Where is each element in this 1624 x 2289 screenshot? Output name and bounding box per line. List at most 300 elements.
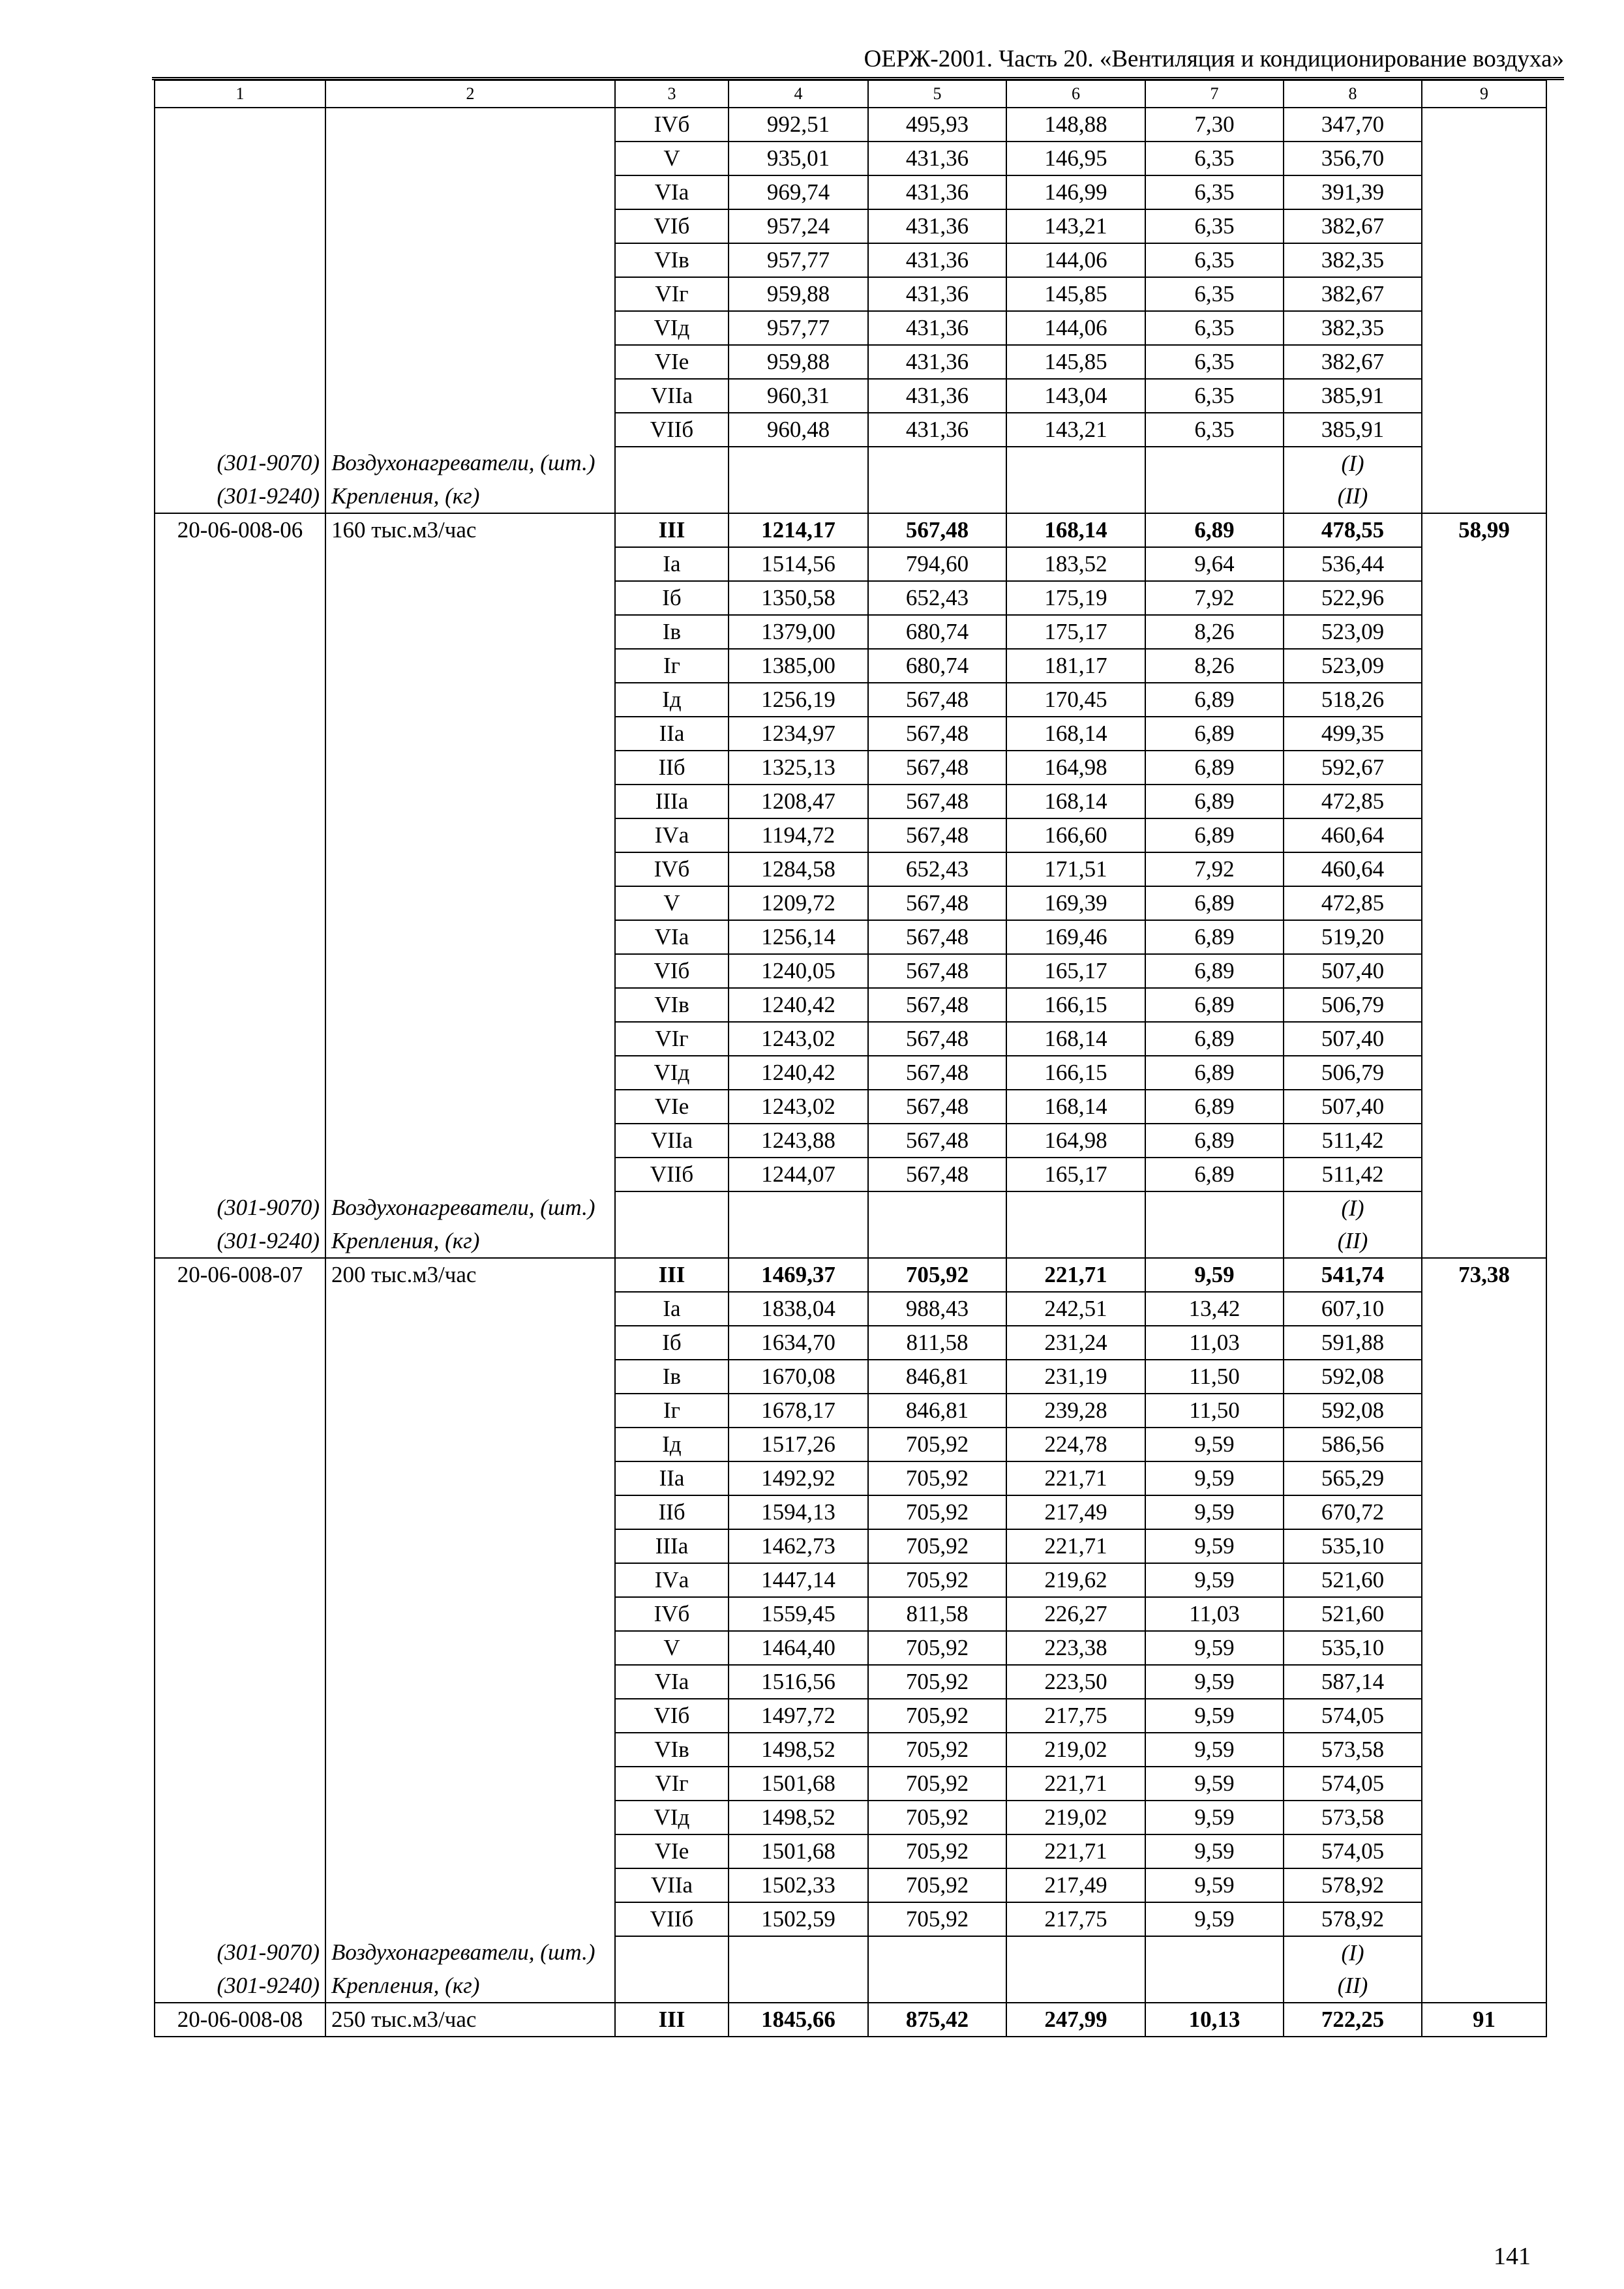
machine-cost: 146,99 xyxy=(1006,175,1145,209)
total-cost: 1498,52 xyxy=(729,1801,868,1834)
table-row xyxy=(155,1124,1546,1158)
material-cost: 382,67 xyxy=(1284,277,1422,311)
mass-cell-empty xyxy=(1422,209,1546,243)
code-cell-empty xyxy=(155,277,325,311)
driver-wages: 6,35 xyxy=(1145,379,1284,413)
material-cost: 578,92 xyxy=(1284,1868,1422,1902)
fasteners-code: (301-9240) xyxy=(155,1225,325,1258)
empty-cell xyxy=(1145,1225,1284,1258)
mass-cell-empty xyxy=(1422,277,1546,311)
material-cost: 574,05 xyxy=(1284,1767,1422,1801)
page-header xyxy=(152,39,1564,80)
coefficient-group: IVб xyxy=(615,1597,729,1631)
total-cost: 1670,08 xyxy=(729,1360,868,1394)
machine-cost: 168,14 xyxy=(1006,1090,1145,1124)
material-cost: 385,91 xyxy=(1284,413,1422,447)
driver-wages: 6,89 xyxy=(1145,683,1284,717)
name-cell-empty xyxy=(325,683,615,717)
labor-cost: 705,92 xyxy=(868,1767,1006,1801)
empty-cell xyxy=(1145,447,1284,480)
labor-cost: 705,92 xyxy=(868,1868,1006,1902)
coefficient-group: Iб xyxy=(615,581,729,615)
table-row xyxy=(155,175,1546,209)
total-cost: 969,74 xyxy=(729,175,868,209)
code-cell-empty xyxy=(155,1767,325,1801)
driver-wages: 6,35 xyxy=(1145,142,1284,175)
mass-cell-empty xyxy=(1422,243,1546,277)
column-number: 7 xyxy=(1145,80,1284,108)
machine-cost: 223,38 xyxy=(1006,1631,1145,1665)
code-cell-empty xyxy=(155,649,325,683)
coefficient-group: VIд xyxy=(615,1056,729,1090)
material-cost: 382,35 xyxy=(1284,311,1422,345)
table-row xyxy=(155,886,1546,920)
driver-wages: 6,35 xyxy=(1145,345,1284,379)
name-cell-empty xyxy=(325,1022,615,1056)
labor-cost: 680,74 xyxy=(868,649,1006,683)
total-cost: 1284,58 xyxy=(729,852,868,886)
machine-cost: 224,78 xyxy=(1006,1428,1145,1461)
mass-cell-empty xyxy=(1422,1767,1546,1801)
coefficient-group: VIб xyxy=(615,954,729,988)
labor-cost: 811,58 xyxy=(868,1326,1006,1360)
machine-cost: 247,99 xyxy=(1006,2003,1145,2037)
labor-cost: 811,58 xyxy=(868,1597,1006,1631)
table-row xyxy=(155,413,1546,447)
machine-cost: 166,60 xyxy=(1006,818,1145,852)
name-cell-empty xyxy=(325,1801,615,1834)
code-cell-empty xyxy=(155,1360,325,1394)
empty-cell xyxy=(868,1936,1006,1969)
driver-wages: 6,89 xyxy=(1145,1124,1284,1158)
coefficient-group: IIа xyxy=(615,717,729,751)
material-cost: 507,40 xyxy=(1284,954,1422,988)
column-number: 1 xyxy=(155,80,325,108)
material-cost: 356,70 xyxy=(1284,142,1422,175)
labor-cost: 705,92 xyxy=(868,1834,1006,1868)
labor-cost: 567,48 xyxy=(868,1056,1006,1090)
labor-cost: 431,36 xyxy=(868,142,1006,175)
machine-cost: 221,71 xyxy=(1006,1767,1145,1801)
empty-cell xyxy=(729,1969,868,2003)
norm-code: 20-06-008-08 xyxy=(155,2003,325,2037)
code-cell-empty xyxy=(155,1428,325,1461)
coefficient-group: V xyxy=(615,1631,729,1665)
code-cell-empty xyxy=(155,1631,325,1665)
mass-cell-empty xyxy=(1422,1563,1546,1597)
machine-cost: 226,27 xyxy=(1006,1597,1145,1631)
name-cell-empty xyxy=(325,818,615,852)
total-cost: 1214,17 xyxy=(729,513,868,547)
coefficient-group: VIа xyxy=(615,920,729,954)
material-cost: 478,55 xyxy=(1284,513,1422,547)
total-cost: 957,77 xyxy=(729,311,868,345)
mass-cell-empty xyxy=(1422,1022,1546,1056)
driver-wages: 8,26 xyxy=(1145,649,1284,683)
table-row xyxy=(155,1090,1546,1124)
fasteners-value: (II) xyxy=(1284,1225,1422,1258)
labor-cost: 705,92 xyxy=(868,1461,1006,1495)
labor-cost: 652,43 xyxy=(868,852,1006,886)
total-cost: 957,24 xyxy=(729,209,868,243)
mass-cell-empty xyxy=(1422,615,1546,649)
empty-cell xyxy=(615,447,729,480)
mass-cell-empty xyxy=(1422,1733,1546,1767)
total-cost: 1447,14 xyxy=(729,1563,868,1597)
labor-cost: 846,81 xyxy=(868,1394,1006,1428)
material-cost: 391,39 xyxy=(1284,175,1422,209)
mass-cell-empty xyxy=(1422,1158,1546,1191)
total-cost: 1209,72 xyxy=(729,886,868,920)
machine-cost: 221,71 xyxy=(1006,1529,1145,1563)
coefficient-group: V xyxy=(615,886,729,920)
code-cell-empty xyxy=(155,683,325,717)
total-cost: 1497,72 xyxy=(729,1699,868,1733)
driver-wages: 9,59 xyxy=(1145,1461,1284,1495)
table-row xyxy=(155,1428,1546,1461)
code-cell-empty xyxy=(155,345,325,379)
machine-cost: 183,52 xyxy=(1006,547,1145,581)
table-row xyxy=(155,1868,1546,1902)
mass-cell-empty xyxy=(1422,852,1546,886)
code-cell-empty xyxy=(155,1461,325,1495)
driver-wages: 9,59 xyxy=(1145,1665,1284,1699)
material-cost: 499,35 xyxy=(1284,717,1422,751)
coefficient-group: VIа xyxy=(615,175,729,209)
empty-cell xyxy=(1006,1969,1145,2003)
labor-cost: 680,74 xyxy=(868,615,1006,649)
driver-wages: 9,59 xyxy=(1145,1868,1284,1902)
name-cell-empty xyxy=(325,1124,615,1158)
coefficient-group: Iа xyxy=(615,1292,729,1326)
empty-cell xyxy=(615,1969,729,2003)
machine-cost: 168,14 xyxy=(1006,717,1145,751)
total-cost: 1256,19 xyxy=(729,683,868,717)
mass-cell-empty xyxy=(1422,108,1546,142)
material-cost: 573,58 xyxy=(1284,1801,1422,1834)
mass-cell-empty xyxy=(1422,886,1546,920)
labor-cost: 567,48 xyxy=(868,751,1006,785)
coefficient-group: III xyxy=(615,513,729,547)
driver-wages: 10,13 xyxy=(1145,2003,1284,2037)
coefficient-group: VIIб xyxy=(615,1158,729,1191)
name-cell-empty xyxy=(325,649,615,683)
name-cell-empty xyxy=(325,615,615,649)
labor-cost: 567,48 xyxy=(868,988,1006,1022)
mass-cell-empty xyxy=(1422,1495,1546,1529)
driver-wages: 7,92 xyxy=(1145,852,1284,886)
mass-cell-empty xyxy=(1422,345,1546,379)
coefficient-group: VIд xyxy=(615,311,729,345)
code-cell-empty xyxy=(155,1394,325,1428)
coefficient-group: VIа xyxy=(615,1665,729,1699)
coefficient-group: VIб xyxy=(615,1699,729,1733)
table-row xyxy=(155,615,1546,649)
code-cell-empty xyxy=(155,1326,325,1360)
material-cost: 521,60 xyxy=(1284,1563,1422,1597)
labor-cost: 567,48 xyxy=(868,717,1006,751)
machine-cost: 145,85 xyxy=(1006,277,1145,311)
table-row xyxy=(155,581,1546,615)
machine-cost: 148,88 xyxy=(1006,108,1145,142)
code-cell-empty xyxy=(155,920,325,954)
labor-cost: 567,48 xyxy=(868,513,1006,547)
mass-cell-empty xyxy=(1422,751,1546,785)
table-row xyxy=(155,1360,1546,1394)
labor-cost: 431,36 xyxy=(868,345,1006,379)
name-cell-empty xyxy=(325,1868,615,1902)
code-cell-empty xyxy=(155,175,325,209)
driver-wages: 9,59 xyxy=(1145,1529,1284,1563)
total-cost: 1240,42 xyxy=(729,988,868,1022)
coefficient-group: VIв xyxy=(615,988,729,1022)
labor-cost: 431,36 xyxy=(868,277,1006,311)
code-cell-empty xyxy=(155,886,325,920)
mass-cell-empty xyxy=(1422,1801,1546,1834)
name-cell-empty xyxy=(325,717,615,751)
labor-cost: 567,48 xyxy=(868,920,1006,954)
code-cell-empty xyxy=(155,1292,325,1326)
heaters-code: (301-9070) xyxy=(155,447,325,480)
coefficient-group: V xyxy=(615,142,729,175)
heaters-note-row xyxy=(155,447,1546,480)
empty-cell xyxy=(868,480,1006,513)
labor-cost: 431,36 xyxy=(868,209,1006,243)
machine-cost: 171,51 xyxy=(1006,852,1145,886)
material-cost: 382,35 xyxy=(1284,243,1422,277)
section-main-row xyxy=(155,2003,1546,2037)
machine-cost: 239,28 xyxy=(1006,1394,1145,1428)
section-main-row xyxy=(155,1258,1546,1292)
coefficient-group: III xyxy=(615,2003,729,2037)
name-cell-empty xyxy=(325,1699,615,1733)
coefficient-group: VIб xyxy=(615,209,729,243)
material-cost: 507,40 xyxy=(1284,1090,1422,1124)
coefficient-group: IVб xyxy=(615,108,729,142)
fasteners-note-row xyxy=(155,1969,1546,2003)
coefficient-group: IIб xyxy=(615,751,729,785)
coefficient-group: VIе xyxy=(615,345,729,379)
driver-wages: 6,35 xyxy=(1145,209,1284,243)
name-cell-empty xyxy=(325,1733,615,1767)
driver-wages: 11,03 xyxy=(1145,1597,1284,1631)
equipment-mass: 73,38 xyxy=(1422,1258,1546,1292)
mass-cell-empty xyxy=(1422,1394,1546,1428)
material-cost: 722,25 xyxy=(1284,2003,1422,2037)
heaters-value: (I) xyxy=(1284,1191,1422,1225)
fasteners-label: Крепления, (кг) xyxy=(325,1969,615,2003)
empty-cell xyxy=(729,1191,868,1225)
total-cost: 1498,52 xyxy=(729,1733,868,1767)
table-row xyxy=(155,1495,1546,1529)
machine-cost: 165,17 xyxy=(1006,1158,1145,1191)
mass-cell-empty xyxy=(1422,547,1546,581)
total-cost: 1379,00 xyxy=(729,615,868,649)
name-cell-empty xyxy=(325,1495,615,1529)
machine-cost: 175,19 xyxy=(1006,581,1145,615)
coefficient-group: Iд xyxy=(615,683,729,717)
driver-wages: 6,35 xyxy=(1145,277,1284,311)
coefficient-group: IVа xyxy=(615,818,729,852)
driver-wages: 6,89 xyxy=(1145,1056,1284,1090)
material-cost: 460,64 xyxy=(1284,852,1422,886)
coefficient-group: IIIа xyxy=(615,785,729,818)
table-row xyxy=(155,1631,1546,1665)
heaters-code: (301-9070) xyxy=(155,1191,325,1225)
material-cost: 382,67 xyxy=(1284,345,1422,379)
table-row xyxy=(155,243,1546,277)
code-cell-empty xyxy=(155,1529,325,1563)
material-cost: 578,92 xyxy=(1284,1902,1422,1936)
total-cost: 992,51 xyxy=(729,108,868,142)
driver-wages: 11,03 xyxy=(1145,1326,1284,1360)
code-cell-empty xyxy=(155,1733,325,1767)
total-cost: 935,01 xyxy=(729,142,868,175)
driver-wages: 6,89 xyxy=(1145,1022,1284,1056)
code-cell-empty xyxy=(155,1090,325,1124)
code-cell-empty xyxy=(155,547,325,581)
labor-cost: 705,92 xyxy=(868,1665,1006,1699)
material-cost: 586,56 xyxy=(1284,1428,1422,1461)
empty-cell xyxy=(729,447,868,480)
mass-cell-empty xyxy=(1422,1699,1546,1733)
total-cost: 960,31 xyxy=(729,379,868,413)
empty-cell xyxy=(615,1936,729,1969)
driver-wages: 6,35 xyxy=(1145,311,1284,345)
table-row xyxy=(155,1834,1546,1868)
total-cost: 1492,92 xyxy=(729,1461,868,1495)
labor-cost: 846,81 xyxy=(868,1360,1006,1394)
material-cost: 607,10 xyxy=(1284,1292,1422,1326)
name-cell-empty xyxy=(325,311,615,345)
coefficient-group: IIIа xyxy=(615,1529,729,1563)
fasteners-label: Крепления, (кг) xyxy=(325,1225,615,1258)
coefficient-group: VIд xyxy=(615,1801,729,1834)
empty-cell xyxy=(1006,1191,1145,1225)
empty-cell xyxy=(1145,1936,1284,1969)
code-cell-empty xyxy=(155,818,325,852)
labor-cost: 567,48 xyxy=(868,1090,1006,1124)
heaters-note-row xyxy=(155,1191,1546,1225)
material-cost: 523,09 xyxy=(1284,649,1422,683)
labor-cost: 431,36 xyxy=(868,175,1006,209)
total-cost: 1517,26 xyxy=(729,1428,868,1461)
material-cost: 347,70 xyxy=(1284,108,1422,142)
total-cost: 1240,05 xyxy=(729,954,868,988)
name-cell-empty xyxy=(325,379,615,413)
code-cell-empty xyxy=(155,1699,325,1733)
code-cell-empty xyxy=(155,243,325,277)
driver-wages: 11,50 xyxy=(1145,1394,1284,1428)
labor-cost: 705,92 xyxy=(868,1529,1006,1563)
column-number: 5 xyxy=(868,80,1006,108)
name-cell-empty xyxy=(325,413,615,447)
total-cost: 1194,72 xyxy=(729,818,868,852)
labor-cost: 705,92 xyxy=(868,1563,1006,1597)
table-row xyxy=(155,1292,1546,1326)
coefficient-group: VIв xyxy=(615,243,729,277)
coefficient-group: III xyxy=(615,1258,729,1292)
material-cost: 506,79 xyxy=(1284,1056,1422,1090)
labor-cost: 431,36 xyxy=(868,243,1006,277)
coefficient-group: VIе xyxy=(615,1834,729,1868)
mass-cell-empty xyxy=(1422,988,1546,1022)
machine-cost: 166,15 xyxy=(1006,1056,1145,1090)
table-row xyxy=(155,142,1546,175)
total-cost: 1845,66 xyxy=(729,2003,868,2037)
labor-cost: 705,92 xyxy=(868,1631,1006,1665)
table-row xyxy=(155,1665,1546,1699)
driver-wages: 6,35 xyxy=(1145,175,1284,209)
code-cell-empty xyxy=(155,1495,325,1529)
mass-cell-empty xyxy=(1422,1124,1546,1158)
code-cell-empty xyxy=(155,1597,325,1631)
mass-cell-empty xyxy=(1422,1665,1546,1699)
coefficient-group: IVа xyxy=(615,1563,729,1597)
material-cost: 519,20 xyxy=(1284,920,1422,954)
machine-cost: 217,49 xyxy=(1006,1495,1145,1529)
name-cell-empty xyxy=(325,1326,615,1360)
name-cell-empty xyxy=(325,1665,615,1699)
total-cost: 1325,13 xyxy=(729,751,868,785)
total-cost: 960,48 xyxy=(729,413,868,447)
total-cost: 1462,73 xyxy=(729,1529,868,1563)
empty-cell xyxy=(1006,447,1145,480)
empty-cell xyxy=(1006,1936,1145,1969)
driver-wages: 13,42 xyxy=(1145,1292,1284,1326)
coefficient-group: IIб xyxy=(615,1495,729,1529)
table-row xyxy=(155,277,1546,311)
mass-cell-empty xyxy=(1422,311,1546,345)
labor-cost: 567,48 xyxy=(868,818,1006,852)
heaters-code: (301-9070) xyxy=(155,1936,325,1969)
table-row xyxy=(155,988,1546,1022)
labor-cost: 567,48 xyxy=(868,886,1006,920)
total-cost: 1234,97 xyxy=(729,717,868,751)
table-row xyxy=(155,1394,1546,1428)
total-cost: 1464,40 xyxy=(729,1631,868,1665)
empty-cell xyxy=(868,1191,1006,1225)
machine-cost: 164,98 xyxy=(1006,1124,1145,1158)
table-row xyxy=(155,818,1546,852)
total-cost: 1559,45 xyxy=(729,1597,868,1631)
mass-cell-empty xyxy=(1422,379,1546,413)
total-cost: 959,88 xyxy=(729,277,868,311)
name-cell-empty xyxy=(325,142,615,175)
code-cell-empty xyxy=(155,988,325,1022)
code-cell-empty xyxy=(155,311,325,345)
code-cell-empty xyxy=(155,1868,325,1902)
name-cell-empty xyxy=(325,1461,615,1495)
machine-cost: 231,24 xyxy=(1006,1326,1145,1360)
table-body xyxy=(155,80,1546,2037)
column-number: 3 xyxy=(615,80,729,108)
empty-cell xyxy=(868,1225,1006,1258)
name-cell-empty xyxy=(325,175,615,209)
material-cost: 472,85 xyxy=(1284,886,1422,920)
total-cost: 1501,68 xyxy=(729,1767,868,1801)
material-cost: 574,05 xyxy=(1284,1834,1422,1868)
labor-cost: 705,92 xyxy=(868,1801,1006,1834)
labor-cost: 875,42 xyxy=(868,2003,1006,2037)
code-cell-empty xyxy=(155,852,325,886)
machine-cost: 170,45 xyxy=(1006,683,1145,717)
driver-wages: 9,59 xyxy=(1145,1801,1284,1834)
mass-cell-empty xyxy=(1422,1461,1546,1495)
mass-cell-empty xyxy=(1422,581,1546,615)
table-row xyxy=(155,954,1546,988)
mass-cell-empty xyxy=(1422,175,1546,209)
